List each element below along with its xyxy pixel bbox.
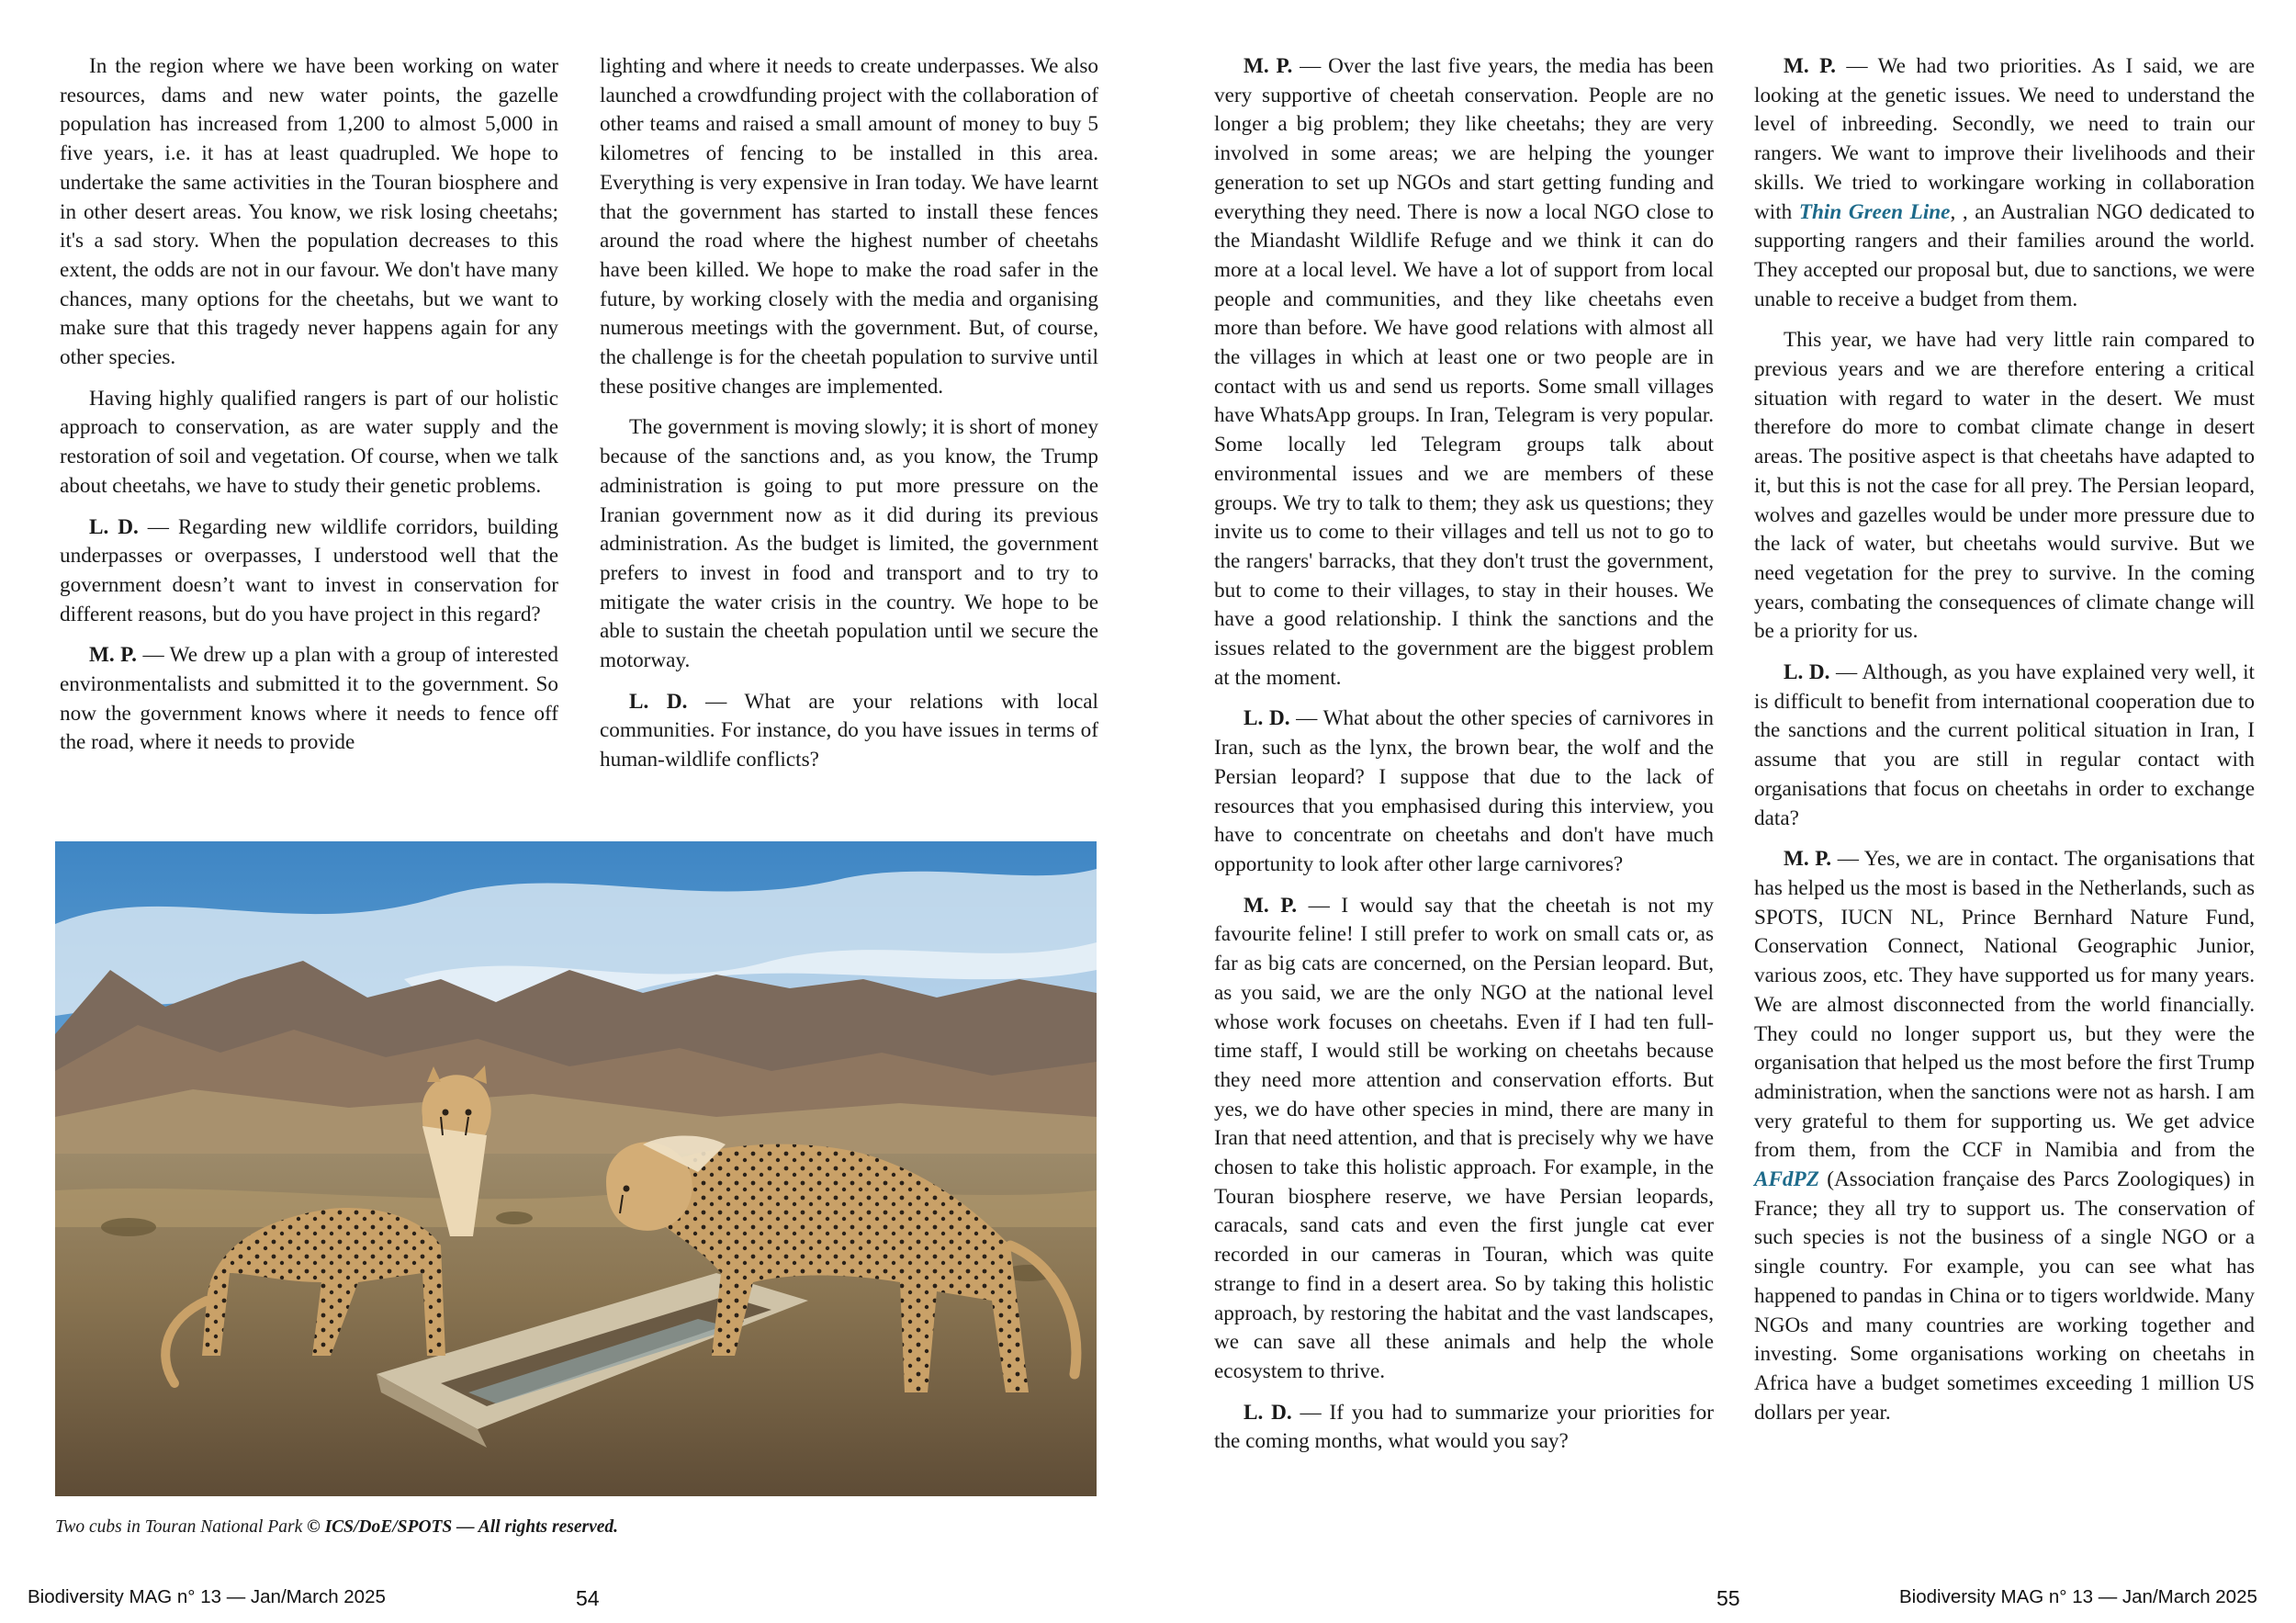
- page-number-right: 55: [1716, 1586, 1740, 1610]
- column-4: [1754, 52, 2255, 1439]
- speaker-label: L. D.: [1784, 660, 1830, 685]
- paragraph: [60, 641, 558, 758]
- paragraph-text: — Over the last five years, the media has been very supportive of cheetah conservation. People are no longer a big problem; they like cheetahs; they are very involved in some areas; we are helping the younger generation to set up NGOs and start getting funding and everything they need. There is now a local NGO close to the Miandasht Wildlife Refuge and we think it can do more at a local level. We have a lot of support from local people and communities, and they like cheetahs even more than before. We have good relations with almost all the villages in which at least one or two people are in contact with us and send us reports. Some small villages have WhatsApp groups. In Iran, Telegram is very popular. Some locally led Telegram groups talk about environmental issues and we are members of these groups. We try to talk to them; they ask us questions; they invite us to come to their villages and tell us not to go to the rangers' barracks, that they don't trust the government, but to come to their villages, to stay in their houses. We have a good relationship. I think the sanctions and the issues related to the government are the biggest problem at the moment.: [1214, 54, 1715, 690]
- speaker-label: L. D.: [89, 514, 139, 539]
- caption-text: Two cubs in Touran National Park: [55, 1517, 308, 1537]
- paragraph-text: , , an Australian NGO dedicated to supporting rangers and their families around the world. They accepted our proposal but, due to sanctions, we were unable to receive a budget from them.: [1754, 199, 2255, 311]
- column-2: [600, 52, 1098, 787]
- speaker-label: L. D.: [1244, 706, 1290, 731]
- speaker-label: M. P.: [1244, 54, 1293, 78]
- paragraph: The government is moving slowly; it is short of money because of the sanctions and, as you know, the Trump administration is going to put more pressure on the Iranian government now as it did during its previous administration. As the budget is limited, the government prefers to invest in food and transport and to try to mitigate the water crisis in the country. We hope to be able to sustain the cheetah population until we secure the motorway.: [600, 415, 1098, 673]
- paragraph-text: — We drew up a plan with a group of interested environmentalists and submitted it to the government. So now the government knows where it needs to fence off the road, where it needs to provide: [60, 643, 559, 755]
- paragraph-text: — Yes, we are in contact. The organisations that has helped us the most is based in the Netherlands, such as SPOTS, IUCN NL, Prince Bernhard Nature Fund, Conservation Connect, National Geographic Junior, various zoos, etc. They have supported us for many years. We are almost disconnected from the world financially. They could no longer support us, but they were the organisation that helped us the most before the first Trump administration, when the sanctions were not as harsh. I am very grateful to them for supporting us. We get advice from them, from the CCF in Namibia and from the: [1754, 847, 2255, 1163]
- footer-right-magazine: Biodiversity MAG n° 13 — Jan/March 2025: [1899, 1586, 2257, 1607]
- paragraph: [1214, 1399, 1714, 1457]
- paragraph-text: — Regarding new wildlife corridors, building underpasses or overpasses, I understood well that the government doesn’t want to invest in conservation for different reasons, but do you have project in this regard?: [60, 514, 559, 626]
- speaker-label: L. D.: [629, 689, 688, 714]
- speaker-label: M. P.: [89, 643, 137, 668]
- paragraph-text: — Although, as you have explained very well, it is difficult to benefit from international cooperation due to the sanctions and the current political situation in Iran, I assume that you are still in regular contact with organisations that focus on cheetahs in order to exchange data?: [1754, 660, 2256, 830]
- speaker-label: M. P.: [1784, 54, 1836, 78]
- paragraph: [600, 688, 1098, 775]
- paragraph: lighting and where it needs to create underpasses. We also launched a crowdfunding project with the collaboration of other teams and raised a small amount of money to buy 5 kilometres of fencing to be installed in this area. Everything is very expensive in Iran today. We have learnt that the government has started to install these fences around the road where the highest number of cheetahs have been killed. We hope to make the road safer in the future, by working closely with the media and organising numerous meetings with the government. But, of course, the challenge is for the cheetah population to survive until these positive changes are implemented.: [600, 54, 1098, 399]
- paragraph: [60, 513, 558, 630]
- paragraph-text: — If you had to summarize your priorities for the coming months, what would you say?: [1214, 1400, 1714, 1454]
- paragraph: [1754, 845, 2255, 1427]
- speaker-label: M. P.: [1784, 847, 1832, 872]
- paragraph: [1214, 704, 1714, 879]
- paragraph-text: — We had two priorities. As I said, we are looking at the genetic issues. We need to understand the level of inbreeding. Secondly, we need to train our rangers. We want to improve their livelihoods and their skills. We tried to workingare working in collaboration with: [1754, 54, 2256, 224]
- paragraph: [1754, 659, 2255, 833]
- paragraph-text: — What about the other species of carnivores in Iran, such as the lynx, the brown bear, the wolf and the Persian leopard? I suppose that due to the lack of resources that you emphasised during this interview, you have to concentrate on cheetahs and don't have much opportunity to look after other large carnivores?: [1214, 706, 1715, 876]
- footer-left-magazine: Biodiversity MAG n° 13 — Jan/March 2025: [28, 1586, 386, 1607]
- speaker-label: L. D.: [1244, 1400, 1292, 1425]
- paragraph-text: (Association française des Parcs Zoologiques) in France; they all try to support us. The conservation of such species is not the business of a single NGO or a single country. For example, you can see what has happened to pandas in China or to tigers worldwide. Many NGOs and many countries are working together and investing. Some organisations working on cheetahs in Africa have a budget sometimes exceeding 1 million US dollars per year.: [1754, 1167, 2255, 1425]
- column-1: [60, 52, 558, 770]
- cheetah-cubs-photo: [55, 841, 1097, 1496]
- column-3: [1214, 52, 1714, 1469]
- paragraph: [1214, 892, 1714, 1387]
- paragraph: Having highly qualified rangers is part of our holistic approach to conservation, as are water supply and the restoration of soil and vegetation. Of course, when we talk about cheetahs, we have to study their genetic problems.: [60, 386, 558, 498]
- paragraph: [1754, 52, 2255, 314]
- paragraph: [1214, 52, 1714, 693]
- speaker-label: M. P.: [1244, 893, 1298, 918]
- paragraph-text: — What are your relations with local communities. For instance, do you have issues in terms of human-wildlife conflicts?: [600, 689, 1098, 772]
- page-number-left: 54: [576, 1586, 600, 1610]
- thin-green-line-link[interactable]: Thin Green Line: [1798, 199, 1951, 224]
- afdpz-link[interactable]: AFdPZ: [1754, 1167, 1819, 1192]
- paragraph: In the region where we have been working on water resources, dams and new water points, the gazelle population has increased from 1,200 to almost 5,000 in five years, i.e. it has at least quadrupled. We hope to undertake the same activities in the Touran biosphere and in other desert areas. You know, we risk losing cheetahs; it's a sad story. When the population decreases to this extent, the odds are not in our favour. We don't have many chances, many options for the cheetahs, but we want to make sure that this tragedy never happens again for any other species.: [60, 54, 558, 370]
- photo-caption: [55, 1517, 618, 1538]
- paragraph: This year, we have had very little rain compared to previous years and we are therefore entering a critical situation with regard to water in the desert. We must therefore do more to combat climate change in desert areas. The positive aspect is that cheetahs have adapted to it, but this is not the case for all prey. The Persian leopard, wolves and gazelles would be under more pressure due to the lack of water, but cheetahs would survive. But we need vegetation for the prey to survive. In the coming years, combating the consequences of climate change will be a priority for us.: [1754, 328, 2255, 644]
- paragraph-text: — I would say that the cheetah is not my favourite feline! I still prefer to work on small cats or, as far as big cats are concerned, on the Persian leopard. But, as you said, we are the only NGO at the national level whose work focuses on cheetahs. Even if I had ten full-time staff, I would still be working on cheetahs because they need more attention and conservation efforts. But yes, we do have other species in mind, there are many in Iran that need attention, and that is precisely why we have chosen to take this holistic approach. For example, in the Touran biosphere reserve, we have Persian leopards, caracals, sand cats and even the first jungle cat ever recorded in our cameras in Touran, which was quite strange to find in a desert area. So by taking this holistic approach, by restoring the habitat and the vast landscapes, we can save all these animals and help the whole ecosystem to thrive.: [1214, 893, 1714, 1383]
- caption-credit: © ICS/DoE/SPOTS — All rights reserved.: [307, 1517, 619, 1537]
